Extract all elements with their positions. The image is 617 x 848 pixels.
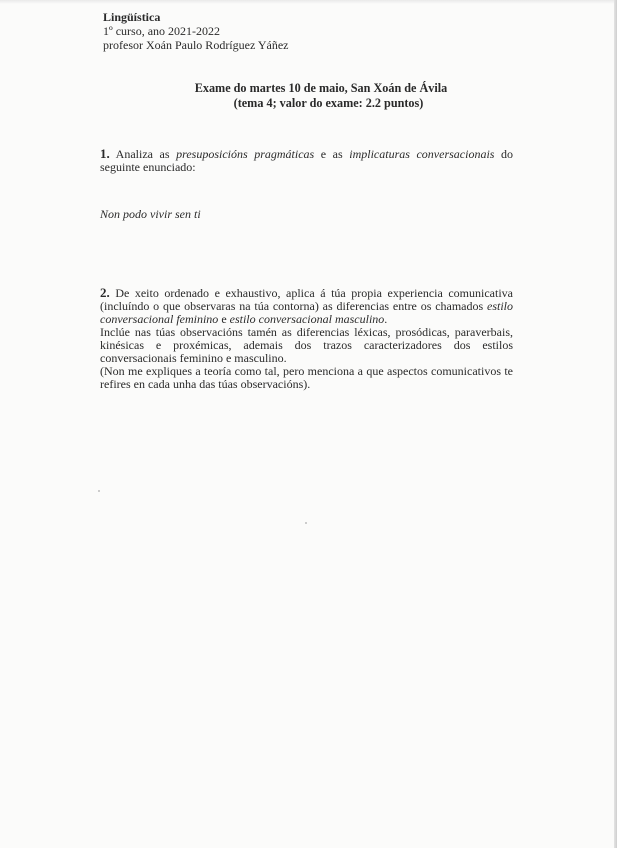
- course-title: Lingüística: [103, 10, 161, 24]
- question-1-term-implicatures: implicaturas conversacionais: [349, 147, 495, 161]
- scan-speck: [98, 490, 100, 492]
- scan-speck: [305, 522, 307, 524]
- course-header: [103, 10, 289, 52]
- question-2-term-feminine: estilo conversacional feminino: [100, 299, 513, 326]
- exam-title: [0, 81, 617, 111]
- question-2-text-a: De xeito ordenado e exhaustivo, aplica á túa propia experiencia comunicativa (incluíndo o que observaras na túa contorna) as diferencias entre os chamados: [100, 286, 513, 313]
- question-1-text-a: Analiza as: [115, 147, 170, 161]
- question-2: [100, 286, 513, 391]
- question-1-sentence: Non podo vivir sen ti: [100, 207, 201, 221]
- question-1-number: 1.: [100, 146, 110, 161]
- question-1-text-b: e as: [320, 147, 343, 161]
- scan-top-edge: [0, 0, 617, 4]
- question-1-text-c: do seguinte enunciado:: [100, 147, 514, 174]
- exam-title-line1: Exame do martes 10 de maio, San Xoán de Ávila: [194, 81, 448, 95]
- question-2-paragraph-1: [100, 286, 513, 326]
- question-2-text-c: .: [384, 312, 388, 326]
- question-2-paragraph-2: Inclúe nas túas observacións tamén as diferencias léxicas, prosódicas, paraverbais, kinésicas e proxémicas, ademais dos trazos caracterizadores dos estilos conversacionais feminino e masculino.: [100, 325, 513, 365]
- question-2-number: 2.: [100, 285, 110, 300]
- exam-title-line2: (tema 4; valor do exame: 2.2 puntos): [233, 96, 424, 110]
- question-1-term-presupositions: presuposicións pragmáticas: [176, 147, 315, 161]
- question-2-paragraph-3: (Non me expliques a teoría como tal, pero menciona a que aspectos comunicativos te refires en cada unha das túas observacións).: [100, 364, 513, 391]
- question-1: [100, 147, 513, 174]
- question-2-term-masculine: estilo conversacional masculino: [229, 312, 385, 326]
- professor-name: profesor Xoán Paulo Rodríguez Yáñez: [103, 38, 289, 52]
- course-year: 1º curso, ano 2021-2022: [103, 24, 221, 38]
- question-2-text-b: e: [221, 312, 227, 326]
